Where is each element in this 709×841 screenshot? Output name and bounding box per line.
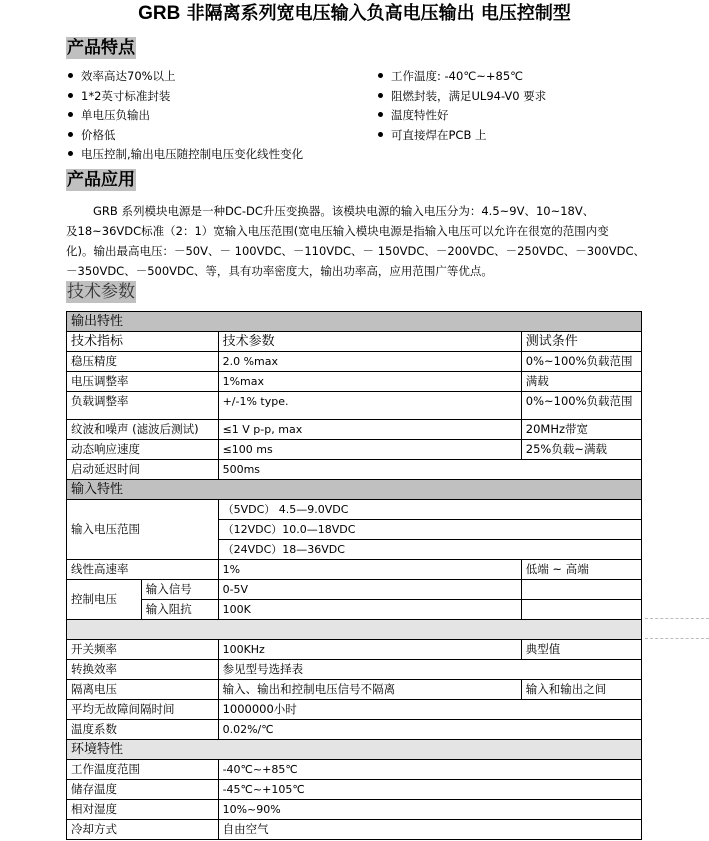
title-text: 非隔离系列宽电压输入负高电压输出 电压控制型 xyxy=(186,3,571,24)
bullet-icon xyxy=(68,151,73,156)
table-row: 开关频率 100KHz 典型值 xyxy=(67,640,642,660)
table-row: 稳压精度 2.0 %max 0%~100%负载范围 xyxy=(67,352,642,372)
feature-item: 工作温度: -40℃~+85℃ xyxy=(376,67,546,87)
paragraph-line: 化)。输出最高电压：－50V、－ 100VDC、－110VDC、－ 150VDC、－200VDC、－250VDC、－300VDC、 xyxy=(66,244,646,258)
section-row-blank xyxy=(67,620,642,640)
section-label: 环境特性 xyxy=(67,740,642,760)
table-row: 电压调整率 1%max 满载 xyxy=(67,372,642,392)
feature-item: 温度特性好 xyxy=(376,106,546,126)
page-guide-line xyxy=(645,618,709,619)
spec-table xyxy=(66,311,642,840)
control-voltage-label: 控制电压 xyxy=(67,580,142,620)
feature-item: 1*2英寸标准封装 xyxy=(66,87,303,107)
table-row: 相对湿度 10%~90% xyxy=(67,800,642,820)
table-row: 转换效率 参见型号选择表 xyxy=(67,660,642,680)
feature-item: 价格低 xyxy=(66,126,303,146)
table-row: 控制电压 输入信号 0-5V xyxy=(67,580,642,600)
column-header: 测试条件 xyxy=(521,332,641,352)
table-row: 冷却方式 自由空气 xyxy=(67,820,642,840)
table-row: 工作温度范围 -40℃~+85℃ xyxy=(67,760,642,780)
feature-item: 效率高达70%以上 xyxy=(66,67,303,87)
title-model-code: GRB xyxy=(138,3,181,24)
column-header: 技术参数 xyxy=(218,332,521,352)
feature-item: 电压控制,输出电压随控制电压变化线性变化 xyxy=(66,145,303,165)
table-row: 线性高速率 1% 低端 ~ 高端 xyxy=(67,560,642,580)
feature-item: 阻燃封装，满足UL94-V0 要求 xyxy=(376,87,546,107)
paragraph-line: －350VDC、－500VDC、等，具有功率密度大，输出功率高，应用范围广等优点。 xyxy=(66,264,493,278)
table-row: （24VDC）18—36VDC xyxy=(67,540,642,560)
table-row: 动态响应速度 ≤100 ms 25%负载~满载 xyxy=(67,440,642,460)
bullet-icon xyxy=(378,132,383,137)
table-row: 输入电压范围 （5VDC） 4.5—9.0VDC xyxy=(67,500,642,520)
application-heading: 产品应用 xyxy=(67,170,135,190)
section-row-output xyxy=(67,312,642,332)
feature-item: 单电压负输出 xyxy=(66,106,303,126)
table-row: 平均无故障间隔时间 1000000小时 xyxy=(67,700,642,720)
table-row: 温度系数 0.02%/℃ xyxy=(67,720,642,740)
bullet-icon xyxy=(68,112,73,117)
features-heading: 产品特点 xyxy=(67,38,135,58)
document-title xyxy=(0,2,709,26)
table-row: 启动延迟时间 500ms xyxy=(67,460,642,480)
column-header: 技术指标 xyxy=(67,332,219,352)
section-label: 输入特性 xyxy=(67,480,642,500)
table-row: 输入阻抗 100K xyxy=(67,600,642,620)
table-row: 储存温度 -45℃~+105℃ xyxy=(67,780,642,800)
features-list-right xyxy=(376,67,546,145)
bullet-icon xyxy=(378,73,383,78)
bullet-icon xyxy=(378,112,383,117)
section-row-environment xyxy=(67,740,642,760)
section-label: 输出特性 xyxy=(67,312,642,332)
feature-item: 可直接焊在PCB 上 xyxy=(376,126,546,146)
table-row: 负载调整率 +/-1% type. 0%~100%负载范围 xyxy=(67,392,642,420)
input-voltage-label: 输入电压范围 xyxy=(67,500,219,560)
table-row: 隔离电压 输入、输出和控制电压信号不隔离 输入和输出之间 xyxy=(67,680,642,700)
table-header-row xyxy=(67,332,642,352)
features-list-left xyxy=(66,67,303,165)
page-guide-line xyxy=(645,638,709,639)
table-row: （12VDC）10.0—18VDC xyxy=(67,520,642,540)
section-row-input xyxy=(67,480,642,500)
specs-heading: 技术参数 xyxy=(67,282,135,302)
bullet-icon xyxy=(68,93,73,98)
bullet-icon xyxy=(378,93,383,98)
paragraph-line: GRB 系列模块电源是一种DC-DC升压变换器。该模块电源的输入电压分为：4.5~9V、10~18V、 xyxy=(93,204,595,218)
table-row: 纹波和噪声 (滤波后测试) ≤1 V p-p, max 20MHz带宽 xyxy=(67,420,642,440)
application-paragraph xyxy=(66,201,648,281)
bullet-icon xyxy=(68,132,73,137)
paragraph-line: 及18~36VDC标准（2：1）宽输入电压范围(宽电压输入模块电源是指输入电压可以允许在很宽的范围内变 xyxy=(66,224,609,238)
bullet-icon xyxy=(68,73,73,78)
